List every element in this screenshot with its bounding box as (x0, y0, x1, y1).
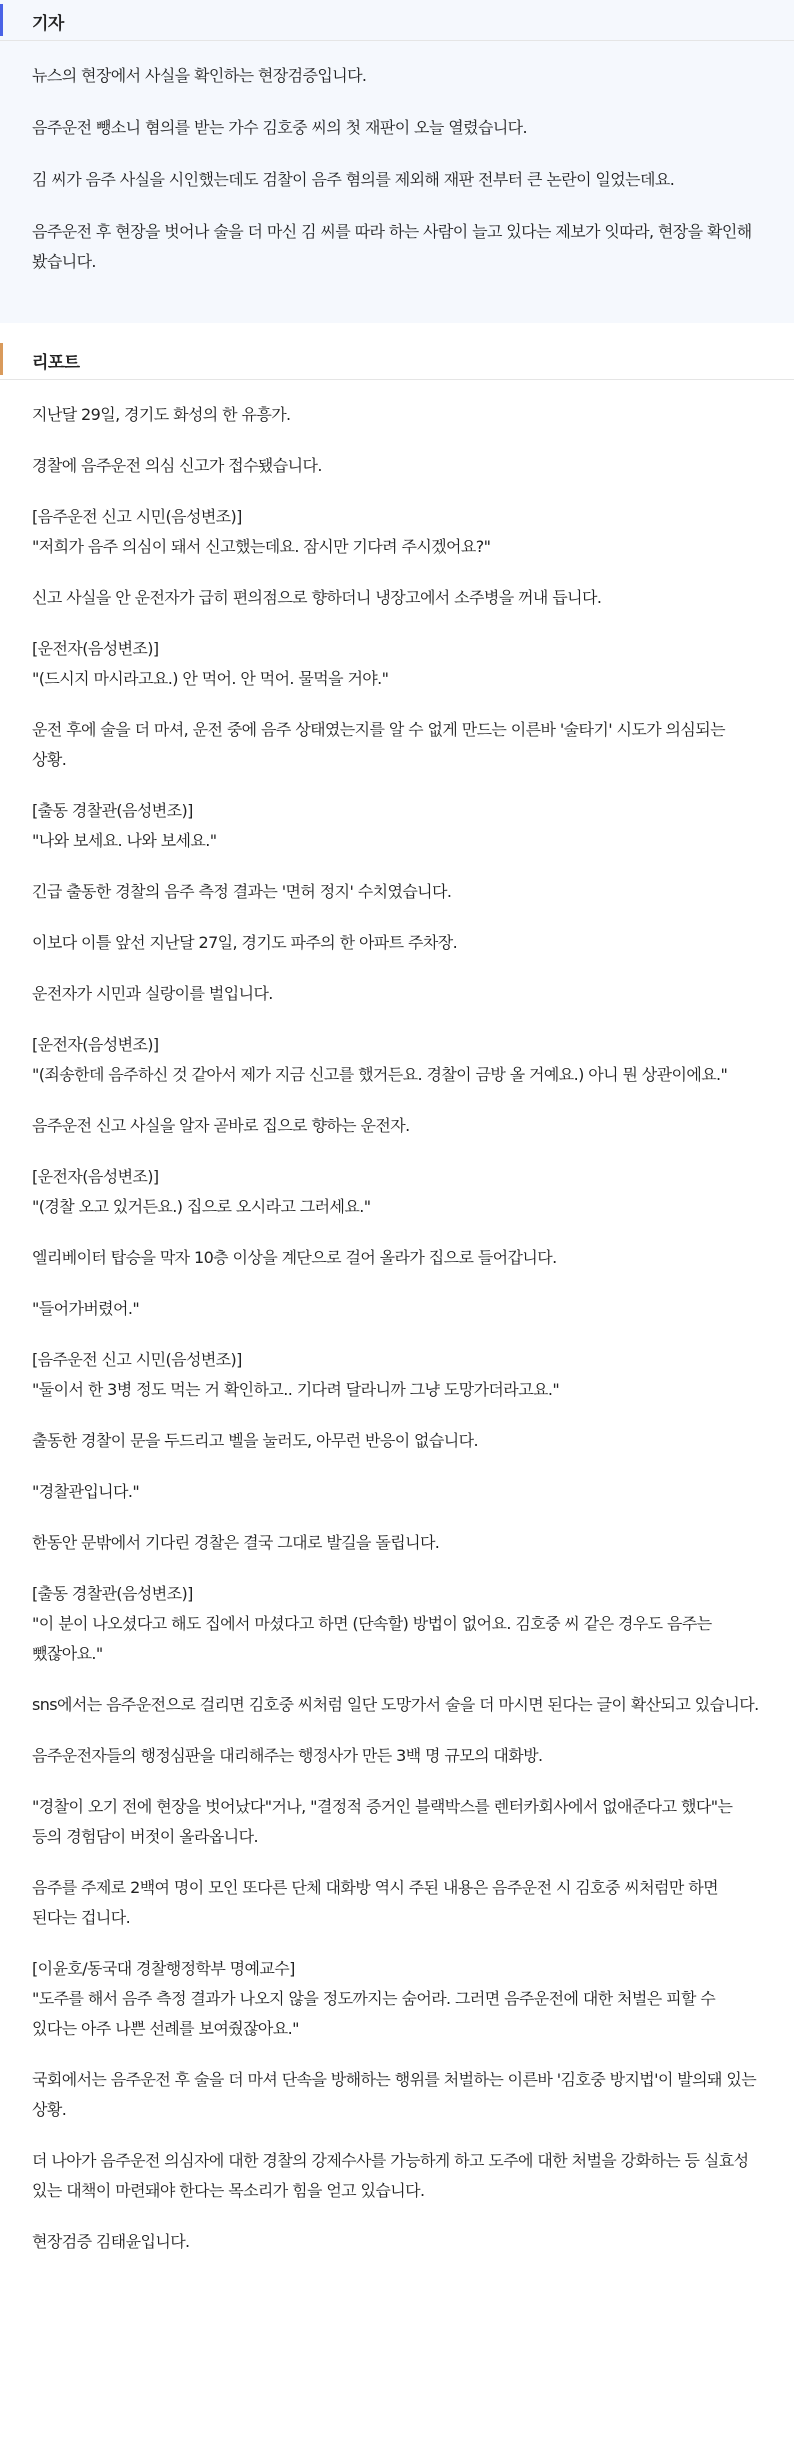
anchor-body (0, 41, 794, 277)
anchor-label: 기자 (32, 14, 64, 34)
anchor-section (0, 0, 794, 323)
report-label: 리포트 (32, 353, 80, 373)
report-header (0, 339, 794, 380)
report-paragraph: [이윤호/동국대 경찰행정학부 명예교수] "도주를 해서 음주 측정 결과가 나오지 않을 정도까지는 숨어라. 그러면 음주운전에 대한 처벌은 피할 수 있다는 아주 나쁜 선례를 보여줬잖아요." (32, 1959, 716, 2038)
anchor-paragraph: 김 씨가 음주 사실을 시인했는데도 검찰이 음주 혐의를 제외해 재판 전부터 큰 논란이 일었는데요. (32, 170, 675, 189)
report-paragraph: 현장검증 김태윤입니다. (32, 2232, 190, 2251)
anchor-header (0, 0, 794, 41)
report-paragraph: 음주를 주제로 2백여 명이 모인 또다른 단체 대화방 역시 주된 내용은 음주운전 시 김호중 씨처럼만 하면 된다는 겁니다. (32, 1878, 718, 1927)
report-paragraph: "경찰관입니다." (32, 1482, 140, 1501)
report-paragraph: sns에서는 음주운전으로 걸리면 김호중 씨처럼 일단 도망가서 술을 더 마시면 된다는 글이 확산되고 있습니다. (32, 1695, 759, 1714)
report-section (0, 339, 794, 2318)
report-paragraph: 국회에서는 음주운전 후 술을 더 마셔 단속을 방해하는 행위를 처벌하는 이른바 '김호중 방지법'이 발의돼 있는 상황. (32, 2070, 757, 2119)
report-paragraph: 운전 후에 술을 더 마셔, 운전 중에 음주 상태였는지를 알 수 없게 만드는 이른바 '술타기' 시도가 의심되는 상황. (32, 720, 725, 769)
anchor-accent-bar (0, 4, 3, 36)
report-paragraph: 한동안 문밖에서 기다린 경찰은 결국 그대로 발길을 돌립니다. (32, 1533, 440, 1552)
report-paragraph: [운전자(음성변조)] "(경찰 오고 있거든요.) 집으로 오시라고 그러세요." (32, 1167, 371, 1216)
report-paragraph: [운전자(음성변조)] "(죄송한데 음주하신 것 같아서 제가 지금 신고를 했거든요. 경찰이 금방 올 거예요.) 아니 뭔 상관이에요." (32, 1035, 728, 1084)
report-paragraph: 신고 사실을 안 운전자가 급히 편의점으로 향하더니 냉장고에서 소주병을 꺼내 듭니다. (32, 588, 602, 607)
report-paragraph: [출동 경찰관(음성변조)] "나와 보세요. 나와 보세요." (32, 801, 217, 850)
report-paragraph: 긴급 출동한 경찰의 음주 측정 결과는 '면허 정지' 수치였습니다. (32, 882, 452, 901)
report-paragraph: 음주운전자들의 행정심판을 대리해주는 행정사가 만든 3백 명 규모의 대화방. (32, 1746, 543, 1765)
report-paragraph: 지난달 29일, 경기도 화성의 한 유흥가. (32, 405, 291, 424)
report-paragraph: "들어가버렸어." (32, 1299, 140, 1318)
anchor-paragraph: 뉴스의 현장에서 사실을 확인하는 현장검증입니다. (32, 66, 367, 85)
report-paragraph: 이보다 이틀 앞선 지난달 27일, 경기도 파주의 한 아파트 주차장. (32, 933, 458, 952)
report-paragraph: [출동 경찰관(음성변조)] "이 분이 나오셨다고 해도 집에서 마셨다고 하면 (단속할) 방법이 없어요. 김호중 씨 같은 경우도 음주는 뺐잖아요." (32, 1584, 712, 1663)
report-body (0, 380, 794, 2257)
report-paragraph: 음주운전 신고 사실을 알자 곧바로 집으로 향하는 운전자. (32, 1116, 410, 1135)
report-paragraph: 경찰에 음주운전 의심 신고가 접수됐습니다. (32, 456, 322, 475)
report-paragraph: 엘리베이터 탑승을 막자 10층 이상을 계단으로 걸어 올라가 집으로 들어갑니다. (32, 1248, 557, 1267)
report-paragraph: 출동한 경찰이 문을 두드리고 벨을 눌러도, 아무런 반응이 없습니다. (32, 1431, 478, 1450)
report-paragraph: [음주운전 신고 시민(음성변조)] "저희가 음주 의심이 돼서 신고했는데요. 잠시만 기다려 주시겠어요?" (32, 507, 491, 556)
report-paragraph: [운전자(음성변조)] "(드시지 마시라고요.) 안 먹어. 안 먹어. 물먹을 거야." (32, 639, 389, 688)
report-accent-bar (0, 343, 3, 375)
anchor-paragraph: 음주운전 후 현장을 벗어나 술을 더 마신 김 씨를 따라 하는 사람이 늘고 있다는 제보가 잇따라, 현장을 확인해 봤습니다. (32, 222, 752, 271)
report-paragraph: [음주운전 신고 시민(음성변조)] "둘이서 한 3병 정도 먹는 거 확인하고.. 기다려 달라니까 그냥 도망가더라고요." (32, 1350, 560, 1399)
report-paragraph: 운전자가 시민과 실랑이를 벌입니다. (32, 984, 273, 1003)
section-gap (0, 323, 794, 339)
report-paragraph: "경찰이 오기 전에 현장을 벗어났다"거나, "결정적 증거인 블랙박스를 렌터카회사에서 없애준다고 했다"는 등의 경험담이 버젓이 올라옵니다. (32, 1797, 733, 1846)
anchor-paragraph: 음주운전 뺑소니 혐의를 받는 가수 김호중 씨의 첫 재판이 오늘 열렸습니다. (32, 118, 528, 137)
report-paragraph: 더 나아가 음주운전 의심자에 대한 경찰의 강제수사를 가능하게 하고 도주에 대한 처벌을 강화하는 등 실효성 있는 대책이 마련돼야 한다는 목소리가 힘을 얻고 있습니다. (32, 2151, 749, 2200)
